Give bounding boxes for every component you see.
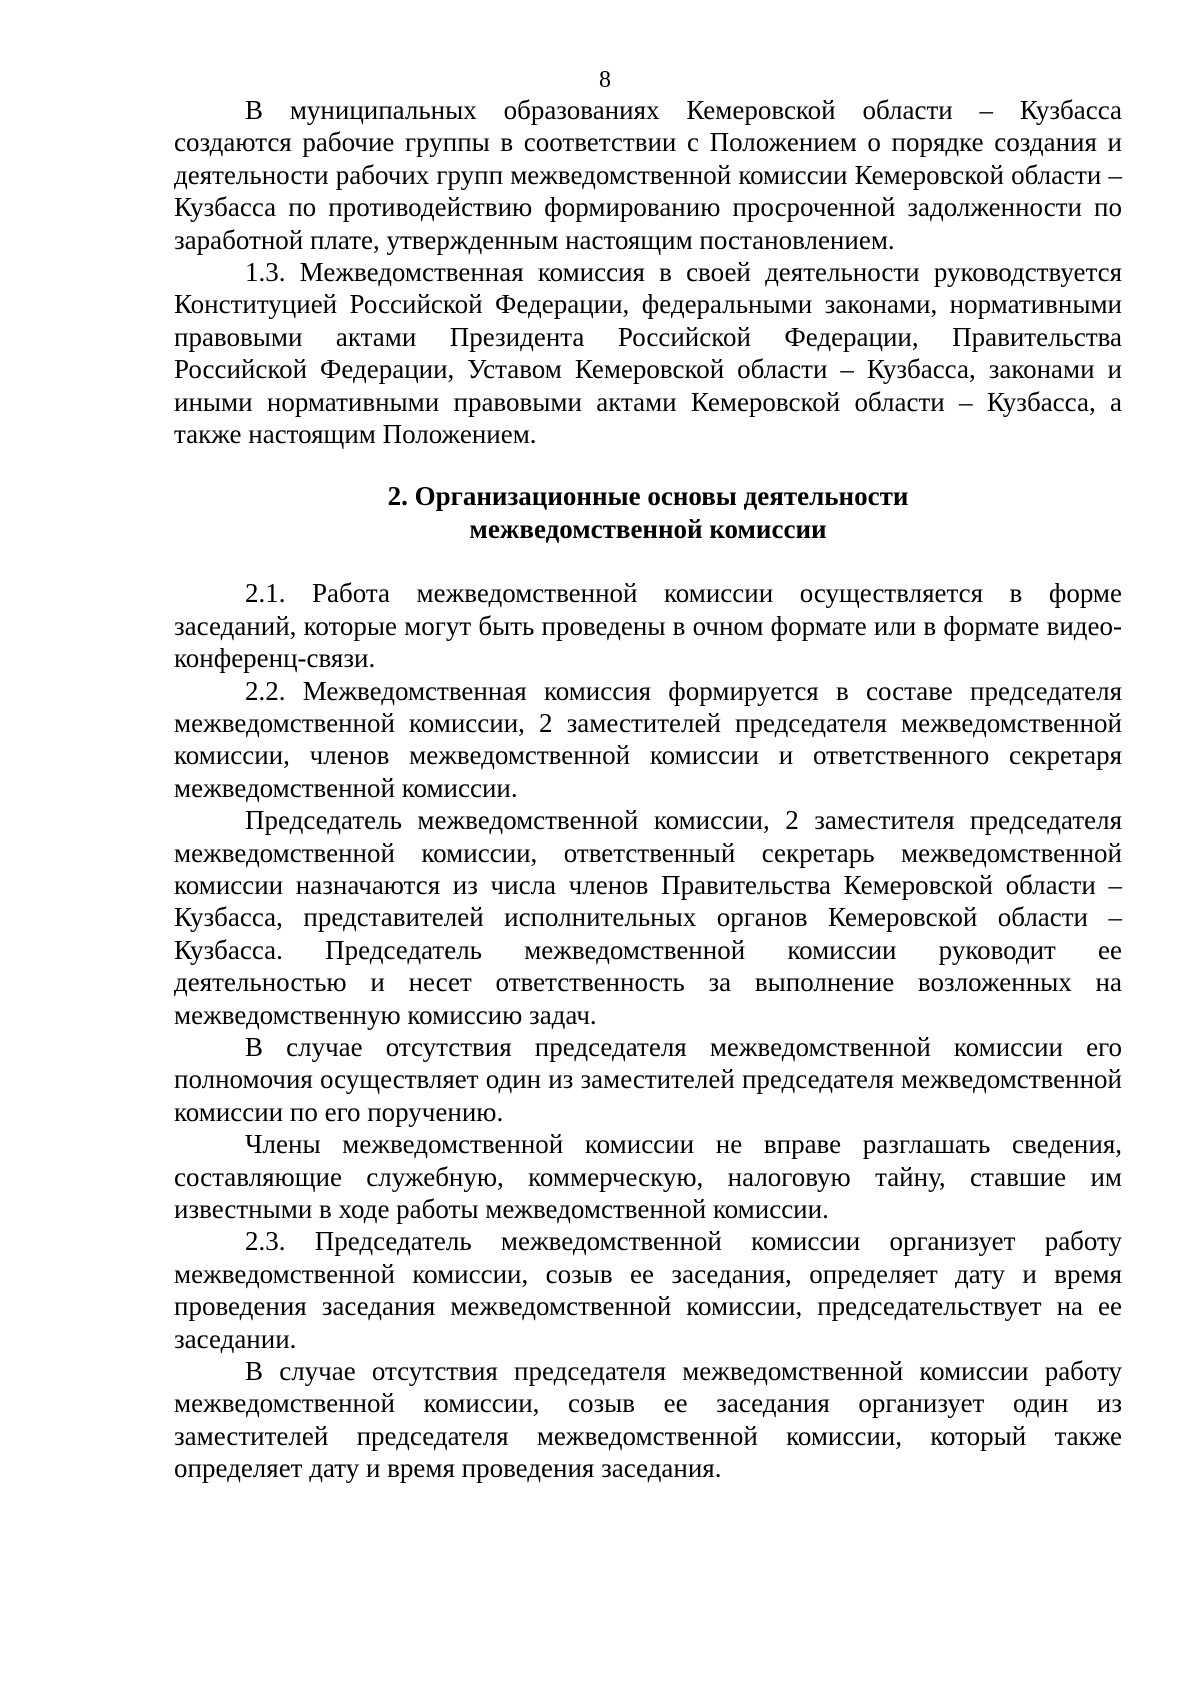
section-heading-line-1: 2. Организационные основы деятельности	[387, 481, 909, 512]
paragraph-chairman-appointment: Председатель межведомственной комиссии, 2 заместителя председателя межведомственной комиссии, ответственный секретарь межведомственной комиссии назначаются из числа членов Правительства Кемеровской области – Кузбасса, представителей исполнительных органов Кемеровской области – Кузбасса. Председатель межведомственной комиссии руководит ее деятельностью и несет ответственность за выполнение возложенных на межведомственную комиссию задач.	[174, 805, 1122, 1030]
paragraph-2-1: 2.1. Работа межведомственной комиссии осуществляется в форме заседаний, которые могут быть проведены в очном формате или в формате видео-конференц-связи.	[174, 578, 1122, 674]
paragraph-confidentiality: Члены межведомственной комиссии не вправе разглашать сведения, составляющие служебную, коммерческую, налоговую тайну, ставшие им известными в ходе работы межведомственной комиссии.	[174, 1129, 1122, 1224]
paragraph-2-2: 2.2. Межведомственная комиссия формируется в составе председателя межведомственной комиссии, 2 заместителей председателя межведомственной комиссии, членов межведомственной комиссии и ответственного секретаря межведомственной комиссии.	[174, 675, 1122, 803]
paragraph-meeting-organization: В случае отсутствия председателя межведомственной комиссии работу межведомственной комиссии, созыв ее заседания организует один из заместителей председателя межведомственной комиссии, который также определяет дату и время проведения заседания.	[174, 1356, 1122, 1484]
section-heading	[174, 480, 1122, 545]
paragraph-working-groups: В муниципальных образованиях Кемеровской области – Кузбасса создаются рабочие группы в соответствии с Положением о порядке создания и деятельности рабочих групп межведомственной комиссии Кемеровской области – Кузбасса по противодействию формированию просроченной задолженности по заработной плате, утвержденным настоящим постановлением.	[174, 95, 1122, 255]
document-body	[174, 94, 1122, 1485]
section-heading-line-2: межведомственной комиссии	[469, 513, 827, 544]
paragraph-1-3: 1.3. Межведомственная комиссия в своей деятельности руководствуется Конституцией Российской Федерации, федеральными законами, нормативными правовыми актами Президента Российской Федерации, Правительства Российской Федерации, Уставом Кемеровской области – Кузбасса, законами и иными нормативными правовыми актами Кемеровской области – Кузбасса, а также настоящим Положением.	[174, 257, 1122, 450]
paragraph-chairman-absence: В случае отсутствия председателя межведомственной комиссии его полномочия осуществляет один из заместителей председателя межведомственной комиссии по его поручению.	[174, 1031, 1122, 1127]
page-number: 8	[599, 67, 611, 93]
paragraph-2-3: 2.3. Председатель межведомственной комиссии организует работу межведомственной комиссии, созыв ее заседания, определяет дату и время проведения заседания межведомственной комиссии, председательствует на ее заседании.	[174, 1226, 1122, 1354]
